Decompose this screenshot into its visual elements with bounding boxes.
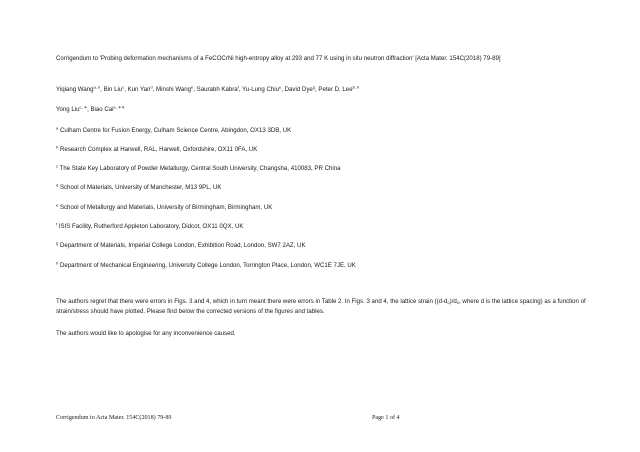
body-paragraph: The authors regret that there were errors in Figs. 3 and 4, which in turn meant there were errors in Table 2. In Figs. 3 and 4, the lattice strain ($(d-d_0)/d_0$, where d is the lattice spacing) as a function of strain/stress should have plotted. Please find below the corrected versions of the figures and tables. [56, 298, 586, 315]
author: Bin Liu$^c$ [103, 84, 125, 93]
body-paragraph: The authors would like to apologise for any inconvenience caused. [56, 330, 236, 337]
author-list-line-1: Yiqiang Wang$^{a, b}$, Bin Liu$^c$, Kun Yan$^d$, Minshi Wang$^e$, Saurabh Kabra$^f$, Yu-Lung Chiu$^e$, David Dye$^g$, Peter D. Lee$^{b, h}$ [56, 84, 360, 93]
document-title: Corrigendum to 'Probing deformation mechanisms of a FeCOCrNi high-entropy alloy at 293 and 77 K using in situ neutron diffraction' [Acta Mater. 154C(2018) 79-89] [56, 55, 501, 62]
author: Saurabh Kabra$^f$ [196, 84, 239, 93]
author: Yiqiang Wang$^{a, b}$ [56, 84, 101, 93]
affiliation: $^g$ Department of Materials, Imperial College London, Exhibition Road, London, SW7 2AZ, UK [56, 240, 306, 249]
affiliation: $^a$ Culham Centre for Fusion Energy, Culham Science Centre, Abingdon, OX13 3DB, UK [56, 125, 292, 134]
affiliation: $^b$ Research Complex at Harwell, RAL, Harwell, Oxfordshire, OX11 0FA, UK [56, 144, 258, 153]
affiliation: $^f$ ISIS Facility, Rutherford Appleton Laboratory, Didcot, OX11 0QX, UK [56, 221, 244, 230]
author: Peter D. Lee$^{b, h}$ [318, 84, 360, 93]
author: Yong Liu$^{c, ∗}$ [56, 104, 88, 113]
affiliation: $^h$ Department of Mechanical Engineering, University College London, Torrington Place, London, WC1E 7JE, UK [56, 260, 356, 269]
author: Kun Yan$^d$ [127, 84, 153, 93]
author: Yu-Lung Chiu$^e$ [242, 84, 282, 93]
author: Minshi Wang$^e$ [156, 84, 194, 93]
footer-citation: Corrigendum to Acta Mater. 154C(2018) 79-89 [56, 415, 172, 421]
author: David Dye$^g$ [284, 84, 315, 93]
affiliation: $^c$ The State Key Laboratory of Powder Metallurgy, Central South University, Changsha, 410083, PR China [56, 163, 341, 172]
page-number: Page 1 of 4 [372, 415, 400, 421]
affiliation: $^e$ School of Metallurgy and Materials, University of Birmingham, Birmingham, UK [56, 202, 273, 211]
author: Biao Cai$^{e, ∗∗}$ [90, 104, 125, 113]
affiliation: $^d$ School of Materials, University of Manchester, M13 9PL, UK [56, 182, 222, 191]
author-list-line-2: Yong Liu$^{c, ∗}$, Biao Cai$^{e, ∗∗}$ [56, 104, 125, 113]
